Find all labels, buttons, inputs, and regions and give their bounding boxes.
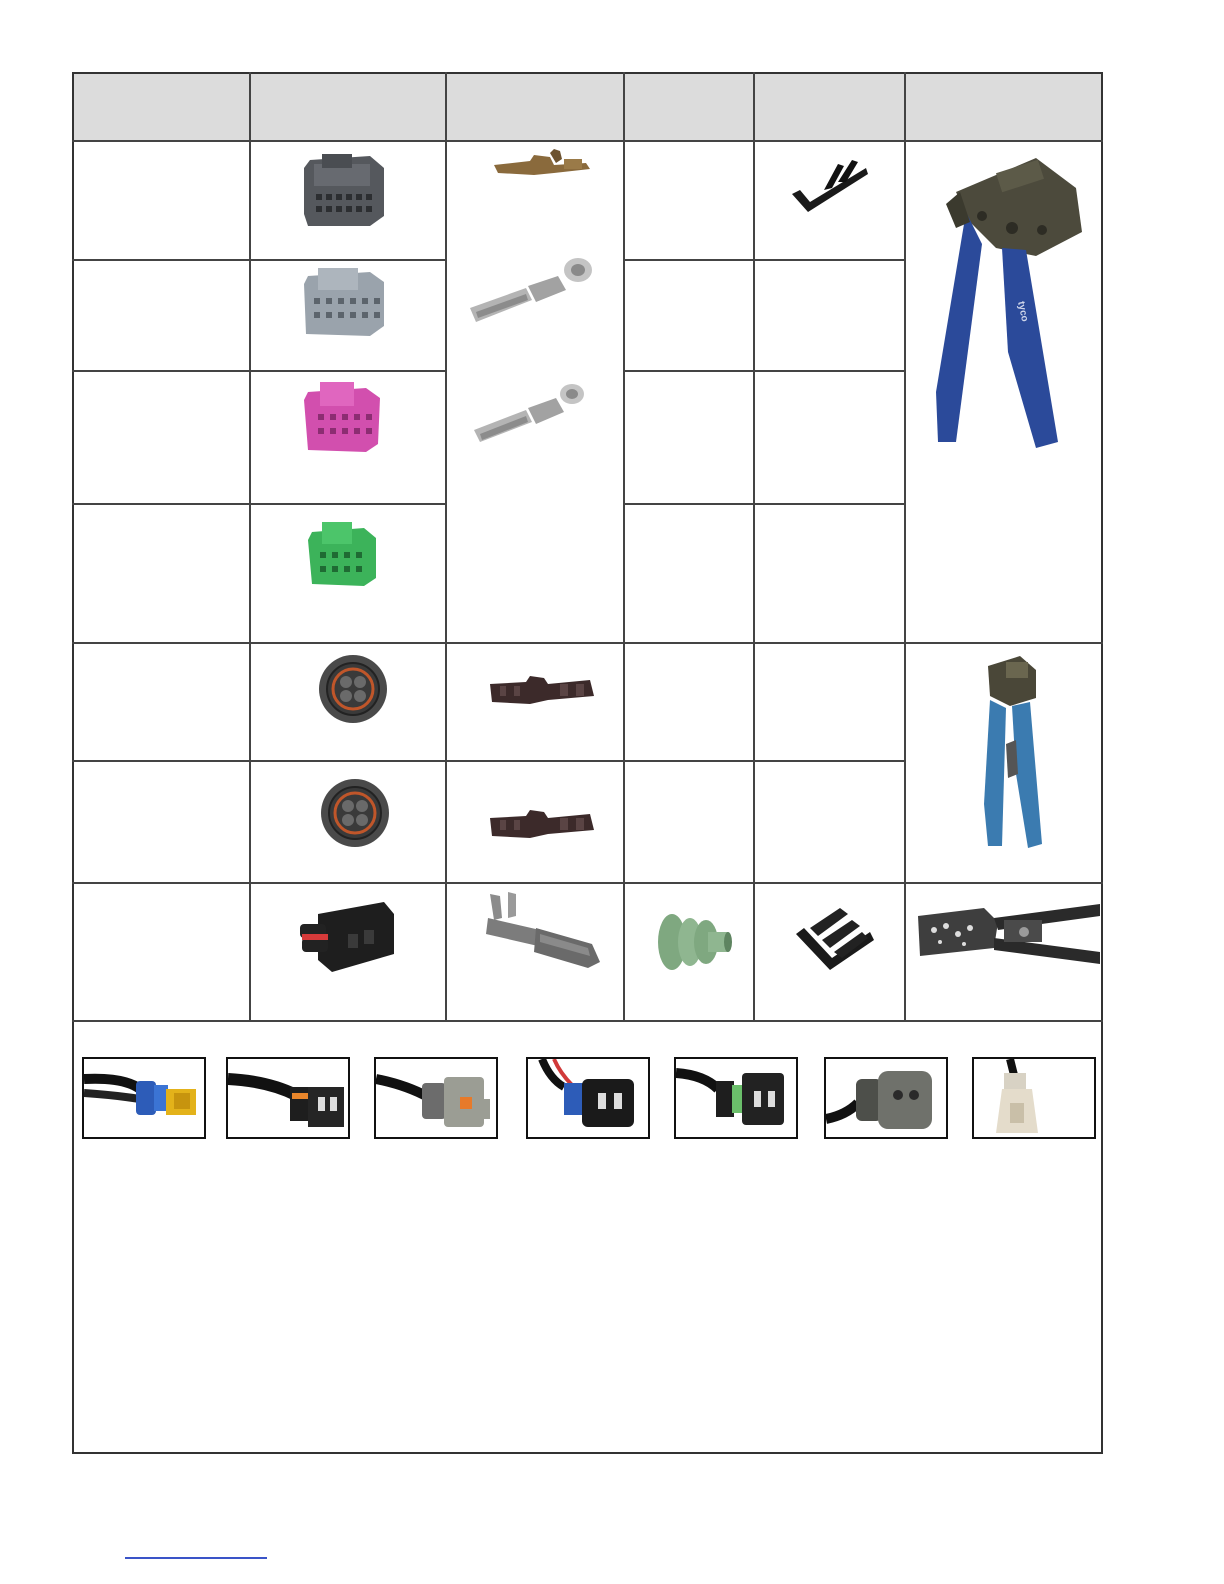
gray-round-connector-photo-icon <box>826 1059 946 1137</box>
blue-crimp-tool-icon <box>980 654 1052 850</box>
gray-dt-connector-photo-icon <box>376 1059 496 1137</box>
dark-gray-connector-housing-icon <box>300 150 388 232</box>
svg-text:tyco: tyco <box>1015 300 1031 323</box>
light-gray-connector-housing-icon <box>300 266 388 338</box>
connector-thumbnail-5 <box>674 1057 798 1139</box>
grid-line <box>623 72 625 1022</box>
grid-line <box>623 259 906 261</box>
black-2-pin-connector-icon <box>298 894 396 976</box>
header-cell-4 <box>625 74 753 140</box>
grid-line <box>623 503 906 505</box>
dark-terminal-icon <box>486 672 598 708</box>
tyco-crimp-tool-icon <box>926 152 1086 448</box>
grid-line <box>72 642 1103 644</box>
connector-thumbnail-2 <box>226 1057 350 1139</box>
terminal-receptacle-icon <box>470 380 590 452</box>
connector-thumbnail-7 <box>972 1057 1096 1139</box>
connector-thumbnail-1 <box>82 1057 206 1139</box>
grid-line <box>72 882 1103 884</box>
round-connector-icon <box>316 652 390 726</box>
dark-terminal-icon <box>486 806 598 842</box>
green-connector-housing-icon <box>306 520 380 588</box>
grid-line <box>72 1020 1103 1022</box>
green-black-connector-photo-icon <box>676 1059 796 1137</box>
grid-line <box>72 259 446 261</box>
round-connector-icon <box>318 776 392 850</box>
black-lock-clip-icon <box>790 904 876 974</box>
grid-line <box>72 760 906 762</box>
blue-black-connector-photo-icon <box>528 1059 648 1137</box>
secondary-lock-clip-icon <box>788 158 872 218</box>
header-cell-6 <box>906 74 1101 140</box>
terminal-pin-icon <box>490 145 594 179</box>
magenta-connector-housing-icon <box>302 380 382 454</box>
grid-line <box>72 503 446 505</box>
blue-yellow-connector-photo-icon <box>84 1059 204 1137</box>
grid-line <box>72 370 446 372</box>
connector-thumbnail-3 <box>374 1057 498 1139</box>
grid-line <box>623 370 906 372</box>
header-cell-1 <box>74 74 249 140</box>
grid-line <box>753 72 755 1022</box>
grid-line <box>249 72 251 1022</box>
white-round-connector-photo-icon <box>974 1059 1094 1137</box>
grid-line <box>904 72 906 1022</box>
header-cell-2 <box>251 74 445 140</box>
grid-line <box>445 72 447 1022</box>
footer-link-underline[interactable] <box>125 1557 267 1559</box>
grid-line <box>72 140 1103 142</box>
header-cell-5 <box>755 74 904 140</box>
connector-thumbnail-6 <box>824 1057 948 1139</box>
green-wire-seal-icon <box>656 910 732 974</box>
metal-terminal-icon <box>480 890 604 974</box>
ratchet-crimper-icon <box>914 898 1100 968</box>
header-cell-3 <box>447 74 623 140</box>
terminal-receptacle-icon <box>466 256 596 332</box>
orange-black-connector-photo-icon <box>228 1059 348 1137</box>
connector-thumbnail-4 <box>526 1057 650 1139</box>
